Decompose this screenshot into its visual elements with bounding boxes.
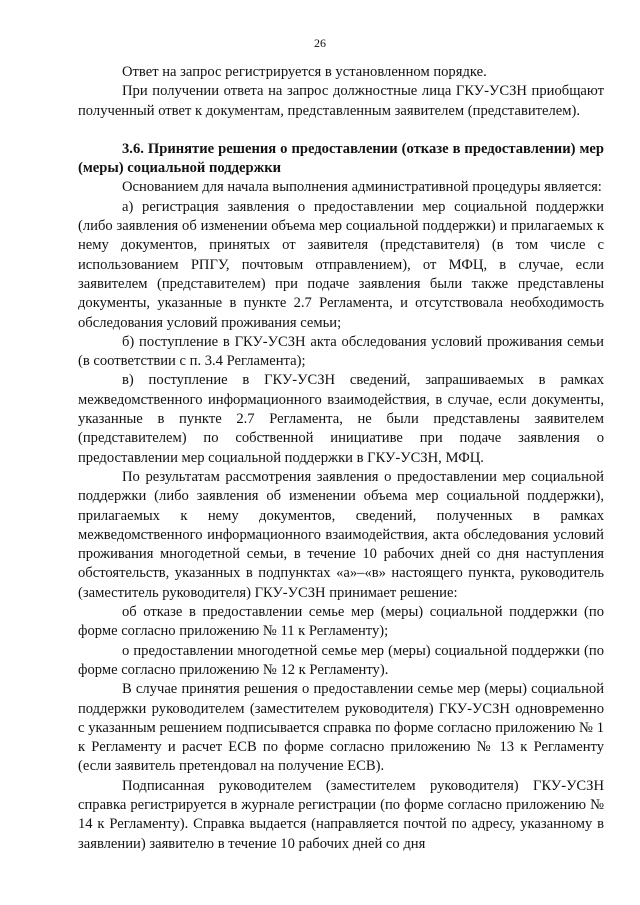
section-heading: 3.6. Принятие решения о предоставлении (отказе в предоставлении) мер (меры) социальной поддержки: [78, 140, 604, 177]
paragraph-item-v: в) поступление в ГКУ-УСЗН сведений, запрашиваемых в рамках межведомственного информационного взаимодействия, в случае, если документы, указанные в пункте 2.7 Регламента, не были представлены заявителем (представителем) по собственной инициативе при подаче заявления о предоставлении мер социальной поддержки в ГКУ-УСЗН, МФЦ.: [78, 372, 604, 466]
document-body: [78, 63, 604, 854]
paragraph-basis: Основанием для начала выполнения административной процедуры является:: [122, 179, 602, 196]
page-number: 26: [314, 36, 326, 50]
paragraph-decision: По результатам рассмотрения заявления о предоставлении мер социальной поддержки (либо заявления об изменении объема мер социальной поддержки), прилагаемых к нему документов, сведений, полученных в рамках межведомственного информационного взаимодействия, акта обследования условий проживания многодетной семьи, в течение 10 рабочих дней со дня наступления обстоятельств, указанных в подпунктах «а»–«в» настоящего пункта, руководитель (заместитель руководителя) ГКУ-УСЗН принимает решение:: [78, 468, 604, 601]
paragraph-certificate: В случае принятия решения о предоставлении семье мер (меры) социальной поддержки руководителем (заместителем руководителя) ГКУ-УСЗН одновременно с указанным решением подписывается справка по форме согласно приложению № 1 к Регламенту и расчет ЕСВ по форме согласно приложению № 13 к Регламенту (если заявитель претендовал на получение ЕСВ).: [78, 681, 604, 775]
paragraph-response-registration: Ответ на запрос регистрируется в установленном порядке.: [122, 64, 487, 80]
paragraph-granting: о предоставлении многодетной семье мер (меры) социальной поддержки (по форме согласно приложению № 12 к Регламенту).: [78, 642, 604, 678]
paragraph-item-b: б) поступление в ГКУ-УСЗН акта обследования условий проживания семьи (в соответствии с п. 3.4 Регламента);: [78, 333, 604, 370]
paragraph-response-attachment: При получении ответа на запрос должностные лица ГКУ-УСЗН приобщают полученный ответ к документам, представленным заявителем (представителем).: [78, 83, 604, 119]
paragraph-refusal: об отказе в предоставлении семье мер (меры) социальной поддержки (по форме согласно приложению № 11 к Регламенту);: [78, 604, 604, 640]
paragraph-registration: Подписанная руководителем (заместителем руководителя) ГКУ-УСЗН справка регистрируется в журнале регистрации (по форме согласно приложению № 14 к Регламенту). Справка выдается (направляется почтой по адресу, указанному в заявлении) заявителю в течение 10 рабочих дней со дня: [78, 777, 604, 852]
paragraph-item-a: а) регистрация заявления о предоставлении мер социальной поддержки (либо заявления об изменении объема мер социальной поддержки) и прилагаемых к нему документов, принятых от заявителя (представителя) (в том числе с использованием РПГУ, почтовым отправлением), от МФЦ, в случае, если заявителем (представителем) при подаче заявления были также представлены документы, указанные в пункте 2.7 Регламента, и отсутствовала необходимость обследования условий проживания семьи;: [78, 198, 604, 331]
